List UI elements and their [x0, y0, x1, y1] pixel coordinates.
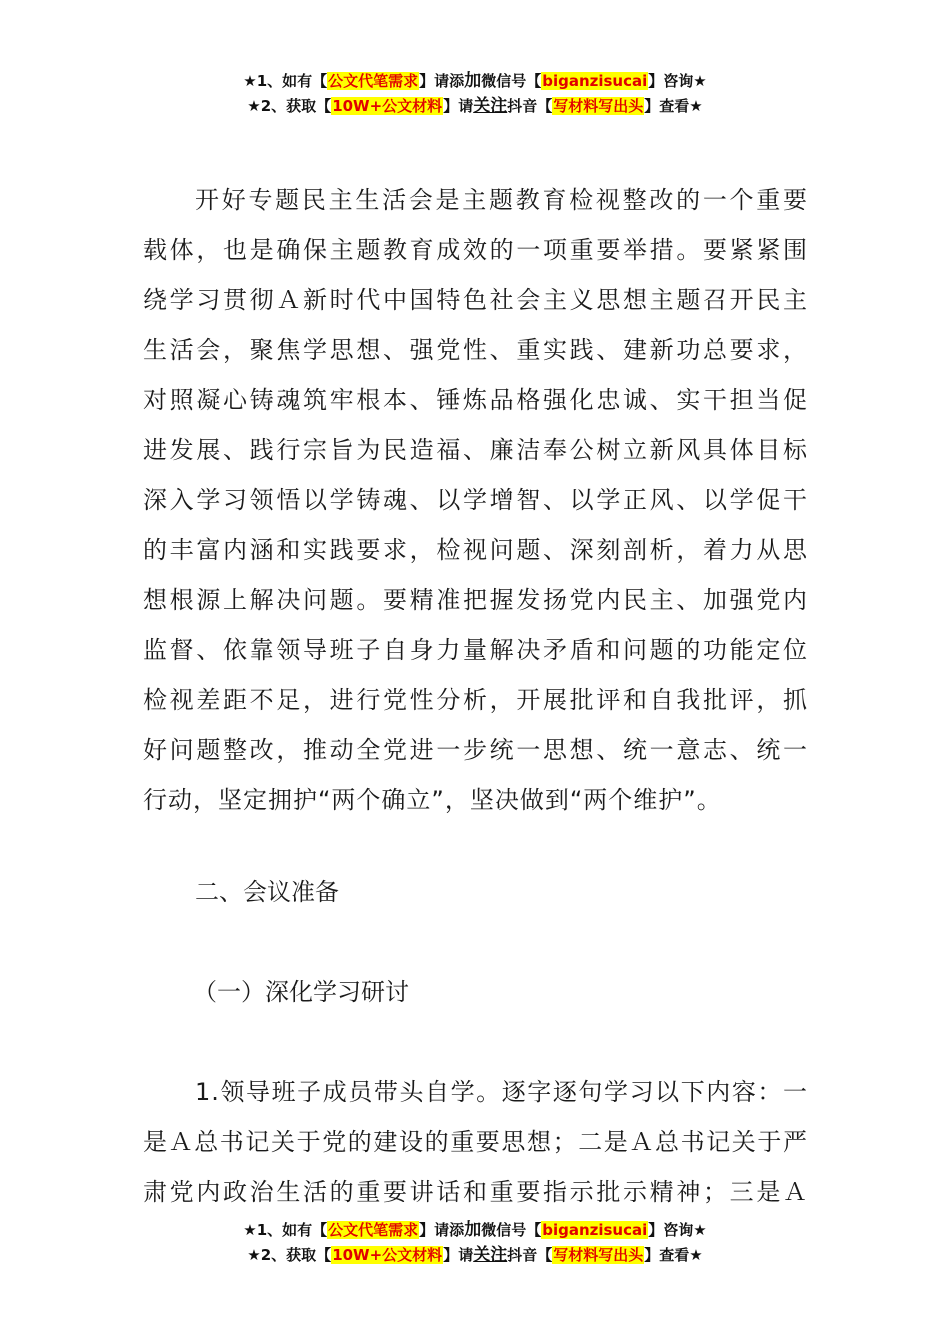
banner-text: 】咨询★	[648, 72, 707, 90]
banner-text: 微信号【	[481, 72, 542, 90]
banner-text: 抖音【	[507, 1246, 553, 1264]
paragraph-line: 是Ａ总书记关于党的建设的重要思想；二是Ａ总书记关于严	[143, 1128, 808, 1156]
banner-text: ★1、如有【	[243, 1221, 328, 1239]
paragraph-2	[143, 1067, 808, 1217]
banner-text: 关注	[473, 1245, 508, 1265]
banner-text: 】请	[443, 97, 474, 115]
paragraph-line: 进发展、践行宗旨为民造福、廉洁奉公树立新风具体目标	[143, 436, 808, 464]
banner-text: 加	[464, 1220, 482, 1240]
banner-line-1	[0, 69, 950, 94]
banner-highlight: 写材料写出头	[553, 97, 644, 115]
paragraph-line: 的丰富内涵和实践要求，检视问题、深刻剖析，着力从思	[143, 536, 808, 564]
paragraph-line: 深入学习领悟以学铸魂、以学增智、以学正风、以学促干	[143, 486, 808, 514]
paragraph-line: 开好专题民主生活会是主题教育检视整改的一个重要	[195, 186, 808, 214]
banner-highlight: 10W+公文材料	[332, 1246, 443, 1264]
paragraph-line: 想根源上解决问题。要精准把握发扬党内民主、加强党内	[143, 586, 808, 614]
banner-text: 加	[464, 71, 482, 91]
paragraph-line: 肃党内政治生活的重要讲话和重要指示批示精神；三是Ａ	[143, 1178, 808, 1206]
footer-banner	[0, 1218, 950, 1268]
paragraph-line: 监督、依靠领导班子自身力量解决矛盾和问题的功能定位	[143, 636, 808, 664]
paragraph-line: 1.领导班子成员带头自学。逐字逐句学习以下内容：一	[195, 1078, 808, 1106]
banner-highlight: 写材料写出头	[553, 1246, 644, 1264]
paragraph-line: 行动，坚定拥护“两个确立”，坚决做到“两个维护”。	[143, 786, 722, 814]
paragraph-line: 生活会，聚焦学思想、强党性、重实践、建新功总要求，	[143, 336, 808, 364]
subsection-heading: （一）深化学习研讨	[193, 978, 409, 1006]
banner-text: 】咨询★	[648, 1221, 707, 1239]
banner-text: 】查看★	[644, 97, 703, 115]
header-banner	[0, 69, 950, 119]
banner-text: 抖音【	[507, 97, 553, 115]
banner-line-2	[0, 1243, 950, 1268]
banner-highlight: biganzisucai	[542, 72, 648, 90]
banner-text: ★2、获取【	[247, 1246, 332, 1264]
banner-text: ★1、如有【	[243, 72, 328, 90]
paragraph-1	[143, 175, 808, 825]
section-heading: 二、会议准备	[195, 878, 339, 906]
paragraph-line: 好问题整改，推动全党进一步统一思想、统一意志、统一	[143, 736, 808, 764]
banner-highlight: 10W+公文材料	[332, 97, 443, 115]
paragraph-line: 绕学习贯彻Ａ新时代中国特色社会主义思想主题召开民主	[143, 286, 808, 314]
paragraph-line: 检视差距不足，进行党性分析，开展批评和自我批评，抓	[143, 686, 808, 714]
banner-text: ★2、获取【	[247, 97, 332, 115]
paragraph-line: 对照凝心铸魂筑牢根本、锤炼品格强化忠诚、实干担当促	[143, 386, 808, 414]
banner-line-1	[0, 1218, 950, 1243]
banner-highlight: biganzisucai	[542, 1221, 648, 1239]
banner-text: 】请添	[419, 72, 465, 90]
banner-text: 】请	[443, 1246, 474, 1264]
banner-line-2	[0, 94, 950, 119]
banner-highlight: 公文代笔需求	[328, 1221, 419, 1239]
banner-text: 】请添	[419, 1221, 465, 1239]
paragraph-line: 载体，也是确保主题教育成效的一项重要举措。要紧紧围	[143, 236, 808, 264]
banner-highlight: 公文代笔需求	[328, 72, 419, 90]
banner-text: 】查看★	[644, 1246, 703, 1264]
banner-text: 关注	[473, 96, 508, 116]
banner-text: 微信号【	[481, 1221, 542, 1239]
